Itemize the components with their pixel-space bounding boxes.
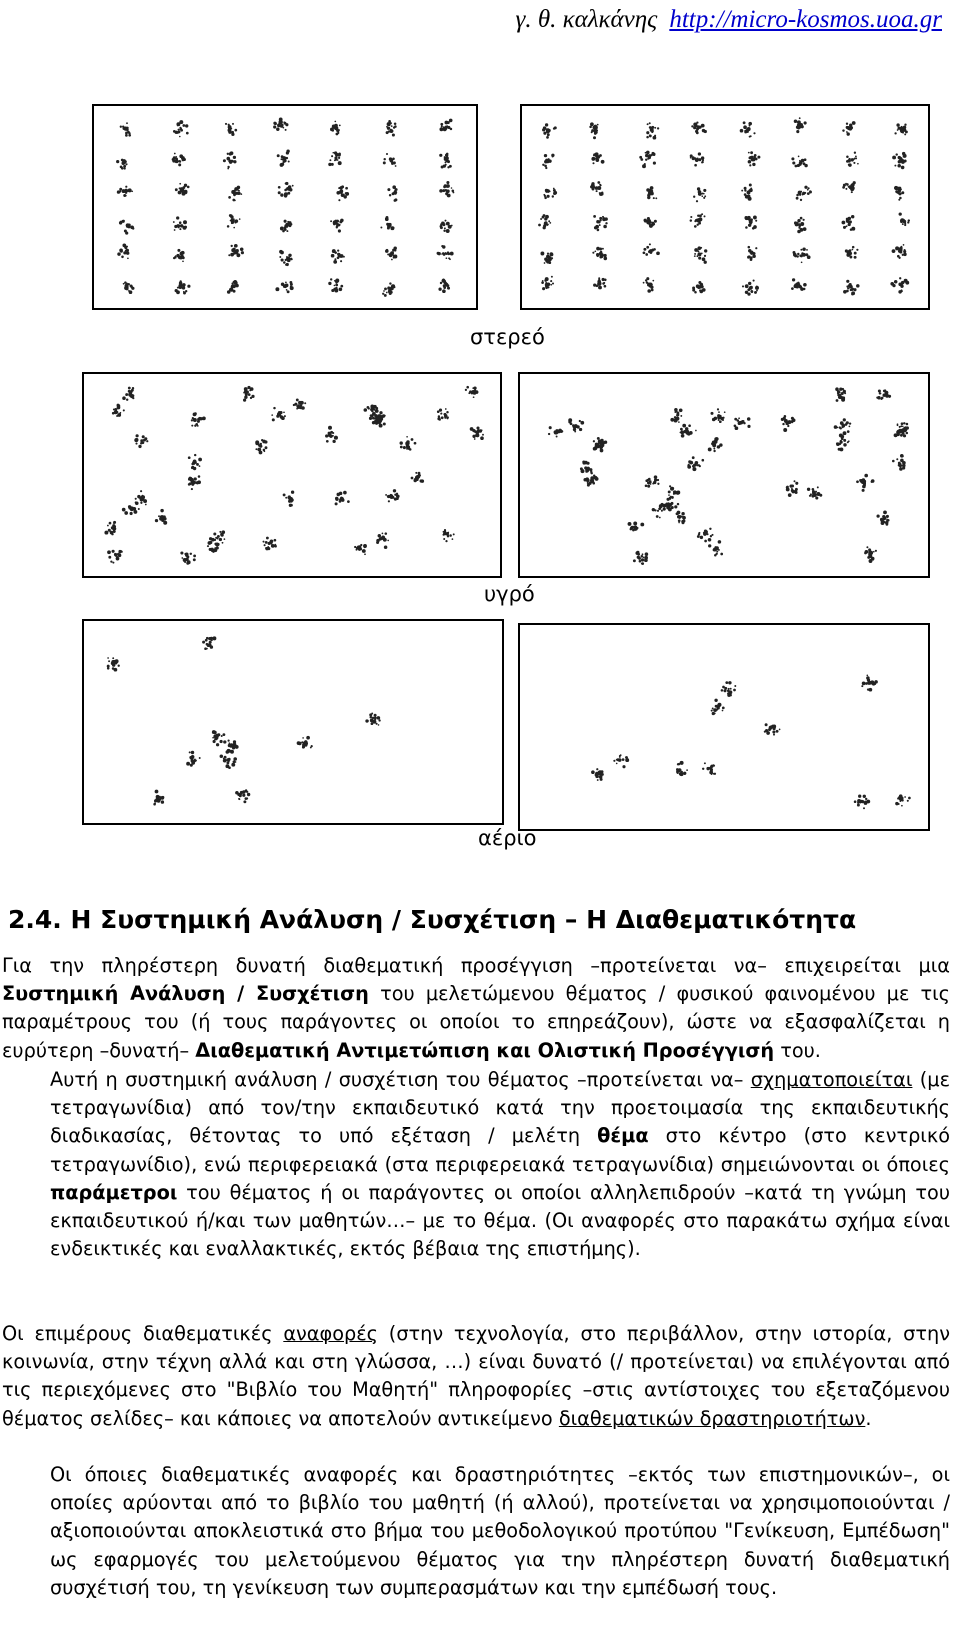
gas-right-panel (518, 623, 930, 831)
solid-right-particles (522, 106, 928, 308)
particle (328, 151, 341, 166)
particle (643, 277, 654, 293)
particle (702, 762, 716, 775)
particle (876, 511, 889, 526)
page-header (515, 6, 942, 34)
particle (439, 181, 454, 197)
particle (325, 426, 338, 443)
particle (542, 123, 557, 139)
particle (439, 119, 452, 132)
particle (711, 699, 725, 716)
particle (400, 436, 417, 451)
particle (220, 750, 237, 769)
particle (153, 790, 164, 806)
particle (697, 528, 714, 543)
caption-liquid: υγρό (484, 582, 535, 606)
particle (845, 246, 859, 259)
particle (227, 280, 239, 294)
particle (734, 417, 751, 430)
p3-underline-1: αναφορές (283, 1322, 378, 1345)
particle (123, 281, 135, 294)
particle (643, 217, 656, 228)
particle (277, 149, 290, 166)
particle (107, 657, 120, 671)
solid-left-particles (94, 106, 476, 308)
particle (440, 220, 453, 233)
particle (892, 244, 907, 259)
particle (283, 491, 295, 507)
particle (633, 551, 648, 565)
particle (119, 220, 135, 235)
solid-left-panel (92, 104, 478, 310)
liquid-left-panel (82, 372, 502, 578)
p4-text-1: Οι όποιες διαθεματικές αναφορές και δραστηριότητες –εκτός των επιστημονικών–, οι οποίες αρύονται από το βιβλίο του μαθητή (ή αλλού), προτείνεται να χρησιμοποιούνται / αξιοποιούνται αποκλειστικά στο βήμα του μεθοδολογικού προτύπου "Γενίκευση, Εμπέδωση" ως εφαρμογές του μελετούμενου θέματος για την πληρέστερη δυνατή διαθεματική συσχέτισή του, τη γενίκευση των συμπερασμάτων και την εμπέδωσή τους. (50, 1463, 950, 1599)
particle (207, 541, 219, 553)
particle (470, 426, 484, 440)
particle (437, 408, 449, 421)
particle (593, 215, 608, 231)
particle (890, 277, 909, 294)
p2-text-4: του θέματος ή οι παράγοντες οι οποίοι αλληλεπιδρούν –κατά τη γνώμη του εκπαιδευτικού ή/και των μαθητών…– με το θέμα. (Οι αναφορές στο παρακάτω σχήμα είναι ενδεικτικές και εναλλακτικές, εκτός βέβαια της επιστήμης). (50, 1180, 950, 1261)
particle (676, 761, 688, 776)
particle (846, 152, 859, 167)
particle (263, 537, 277, 551)
particle (791, 278, 807, 291)
particle (380, 216, 394, 230)
particle (593, 277, 606, 289)
particle (548, 426, 563, 437)
particle (223, 151, 237, 169)
particle (899, 212, 910, 226)
liquid-left-particles (84, 374, 500, 576)
particle (437, 245, 454, 260)
particle (690, 213, 706, 228)
particle (834, 418, 852, 435)
particle (122, 501, 140, 515)
particle (796, 186, 812, 201)
particle (173, 216, 187, 231)
particle (107, 550, 123, 564)
particle (120, 122, 131, 136)
paragraph-1 (2, 952, 950, 1065)
particle (112, 404, 125, 417)
gas-right-particles (520, 625, 928, 829)
particle (540, 252, 553, 264)
paragraph-4 (50, 1461, 950, 1602)
particle (744, 215, 757, 229)
particle (175, 280, 191, 294)
p3-text-1: Οι επιμέρους διαθεματικές (2, 1322, 284, 1345)
particle (228, 244, 244, 257)
particle (747, 246, 757, 261)
particle (568, 418, 584, 432)
particle (894, 186, 904, 201)
particle (385, 489, 399, 502)
particle (382, 282, 395, 296)
particle (542, 154, 554, 170)
particle (876, 389, 891, 400)
particle (235, 789, 250, 803)
particle (228, 186, 242, 202)
caption-gas: αέριο (478, 826, 537, 850)
particle (748, 151, 761, 166)
particle (188, 475, 201, 490)
particle (613, 754, 629, 768)
particle (687, 456, 704, 471)
p2-bold-1: θέμα (597, 1124, 649, 1148)
particle (188, 454, 202, 470)
particle (708, 437, 723, 452)
particle (541, 276, 554, 291)
particle (741, 184, 752, 201)
particle (438, 278, 450, 293)
particle (646, 122, 659, 139)
particle (376, 532, 389, 549)
particle (117, 244, 129, 260)
p1-text-3: του. (774, 1038, 821, 1062)
p1-text-2: του μελετώμενου θέματος / φυσικού φαινομένου με τις παραμέτρους του (ή τους παράγοντες οι οποίοι το επηρεάζουν), ώστε να εξασφαλίζεται η ευρύτερη –δυνατή– (2, 982, 950, 1062)
particle (694, 246, 707, 263)
particle (328, 278, 343, 292)
particle (439, 153, 452, 169)
p1-bold-2: Διαθεματική Αντιμετώπιση και Ολιστική Προσέγγισή (195, 1038, 775, 1062)
particle (740, 121, 756, 137)
particle (742, 280, 759, 296)
particle (591, 768, 604, 781)
particle (781, 415, 796, 432)
particle (243, 386, 255, 402)
particle (843, 280, 859, 296)
p3-text-3: . (865, 1406, 872, 1430)
solid-right-panel (520, 104, 930, 310)
particle (134, 434, 148, 448)
p1-text-1: Για την πληρέστερη δυνατή διαθεματική προσέγγιση –προτείνεται να– επιχειρείται μια (2, 954, 950, 977)
particle (336, 185, 349, 201)
particle (842, 215, 856, 231)
particle (842, 181, 856, 193)
particle (861, 674, 878, 691)
liquid-right-panel (518, 372, 930, 578)
particle (854, 795, 870, 810)
particle (297, 736, 313, 749)
particle (330, 121, 341, 136)
particle (278, 182, 294, 198)
particle (836, 433, 850, 451)
particle (764, 723, 781, 735)
particle (465, 386, 479, 398)
particle (280, 220, 292, 233)
particle (273, 118, 288, 131)
particle (864, 546, 877, 563)
gas-left-particles (84, 621, 502, 823)
particle (202, 636, 216, 650)
particle (668, 485, 681, 500)
particle (691, 121, 707, 134)
p2-underline-1: σχηματοποιείται (750, 1068, 913, 1091)
particle (842, 121, 855, 136)
particle (835, 387, 846, 401)
particle (538, 214, 551, 229)
section-title: 2.4. Η Συστημική Ανάλυση / Συσχέτιση – Η Διαθεματικότητα (8, 905, 857, 934)
particle (794, 217, 806, 234)
particle (710, 408, 725, 423)
particle (104, 521, 116, 536)
website-link[interactable]: http://micro-kosmos.uoa.gr (669, 6, 942, 33)
particle (643, 243, 660, 255)
particle (411, 472, 424, 483)
p3-underline-2: διαθεματικών δραστηριοτήτων (558, 1406, 866, 1430)
particle (591, 152, 604, 164)
particle (335, 491, 350, 506)
particle (856, 474, 874, 492)
particle (590, 181, 604, 196)
particle (583, 472, 598, 487)
particle (155, 509, 167, 525)
particle (786, 480, 799, 497)
particle (895, 794, 911, 806)
particle (543, 188, 557, 199)
particle (172, 153, 186, 167)
particle (255, 439, 267, 454)
particle (122, 387, 134, 401)
particle (173, 249, 185, 262)
p2-text-1: Αυτή η συστημική ανάλυση / συσχέτιση του θέματος –προτείνεται να– (50, 1068, 751, 1091)
particle (791, 156, 807, 168)
particle (225, 123, 237, 136)
particle (293, 398, 306, 409)
particle (442, 529, 454, 542)
particle (639, 151, 656, 169)
particle (331, 249, 345, 264)
particle (212, 730, 225, 746)
particle (592, 247, 607, 260)
paragraph-3 (2, 1320, 950, 1433)
gas-left-panel (82, 619, 504, 825)
particle (628, 521, 645, 531)
particle (275, 281, 293, 293)
particle (271, 407, 286, 422)
particle (892, 454, 906, 471)
particle (794, 117, 807, 133)
p2-text-2: (με τετραγωνίδια) από τον/την εκπαιδευτικό κατά την προετοιμασία της εκπαιδευτικής διαδικασίας, θέτοντας το υπό εξέταση / μελέτη (50, 1068, 950, 1148)
particle (892, 152, 906, 169)
particle (180, 551, 196, 564)
author-name: γ. θ. καλκάνης (515, 6, 658, 33)
p2-bold-2: παράμετροι (50, 1180, 178, 1204)
particle (117, 186, 133, 197)
particle (693, 187, 706, 202)
particle (807, 486, 822, 499)
caption-solid: στερεό (470, 325, 545, 349)
particle (173, 120, 189, 137)
particle (116, 159, 127, 170)
particle (645, 475, 660, 487)
particle (191, 412, 206, 427)
p1-bold-1: Συστημική Ανάλυση / Συσχέτιση (2, 982, 369, 1006)
particle (670, 408, 682, 423)
liquid-right-particles (520, 374, 928, 576)
particle (894, 123, 907, 135)
particle (676, 511, 686, 525)
p3-text-2: (στην τεχνολογία, στο περιβάλλον, στην ιστορία, στην κοινωνία, στην τέχνη αλλά και στη γλώσσα, …) είναι δυνατό (/ προτείνεται) να επιλέγονται από τις περιεχόμενες στο "Βιβλίο του Μαθητή" πληροφορίες –στις αντίστοιχες του εξεταζόμενου θέματος σελίδες– και κάποιες να αποτελούν αντικείμενο (2, 1322, 950, 1430)
particle (186, 751, 201, 767)
particle (223, 740, 238, 754)
particle (175, 183, 190, 196)
particle (692, 281, 706, 293)
particle (386, 120, 397, 136)
particle (589, 122, 598, 139)
particle (580, 460, 593, 473)
particle (793, 247, 811, 263)
particle (365, 713, 380, 726)
particle (330, 219, 344, 233)
particle (680, 424, 697, 438)
particle (690, 152, 705, 166)
particle (646, 186, 657, 199)
particle (721, 681, 737, 697)
particle (227, 214, 241, 228)
paragraph-2 (50, 1066, 950, 1263)
particle (387, 185, 397, 201)
p2-text-3: στο κέντρο (στο κεντρικό τετραγωνίδιο), ενώ περιφερειακά (στα περιφερειακά τετραγωνίδια) σημειώνονται οι όποιες (50, 1124, 950, 1176)
particle (385, 246, 397, 260)
particle (279, 250, 293, 266)
particle (383, 153, 397, 167)
particle (354, 544, 367, 555)
particle (708, 540, 723, 556)
